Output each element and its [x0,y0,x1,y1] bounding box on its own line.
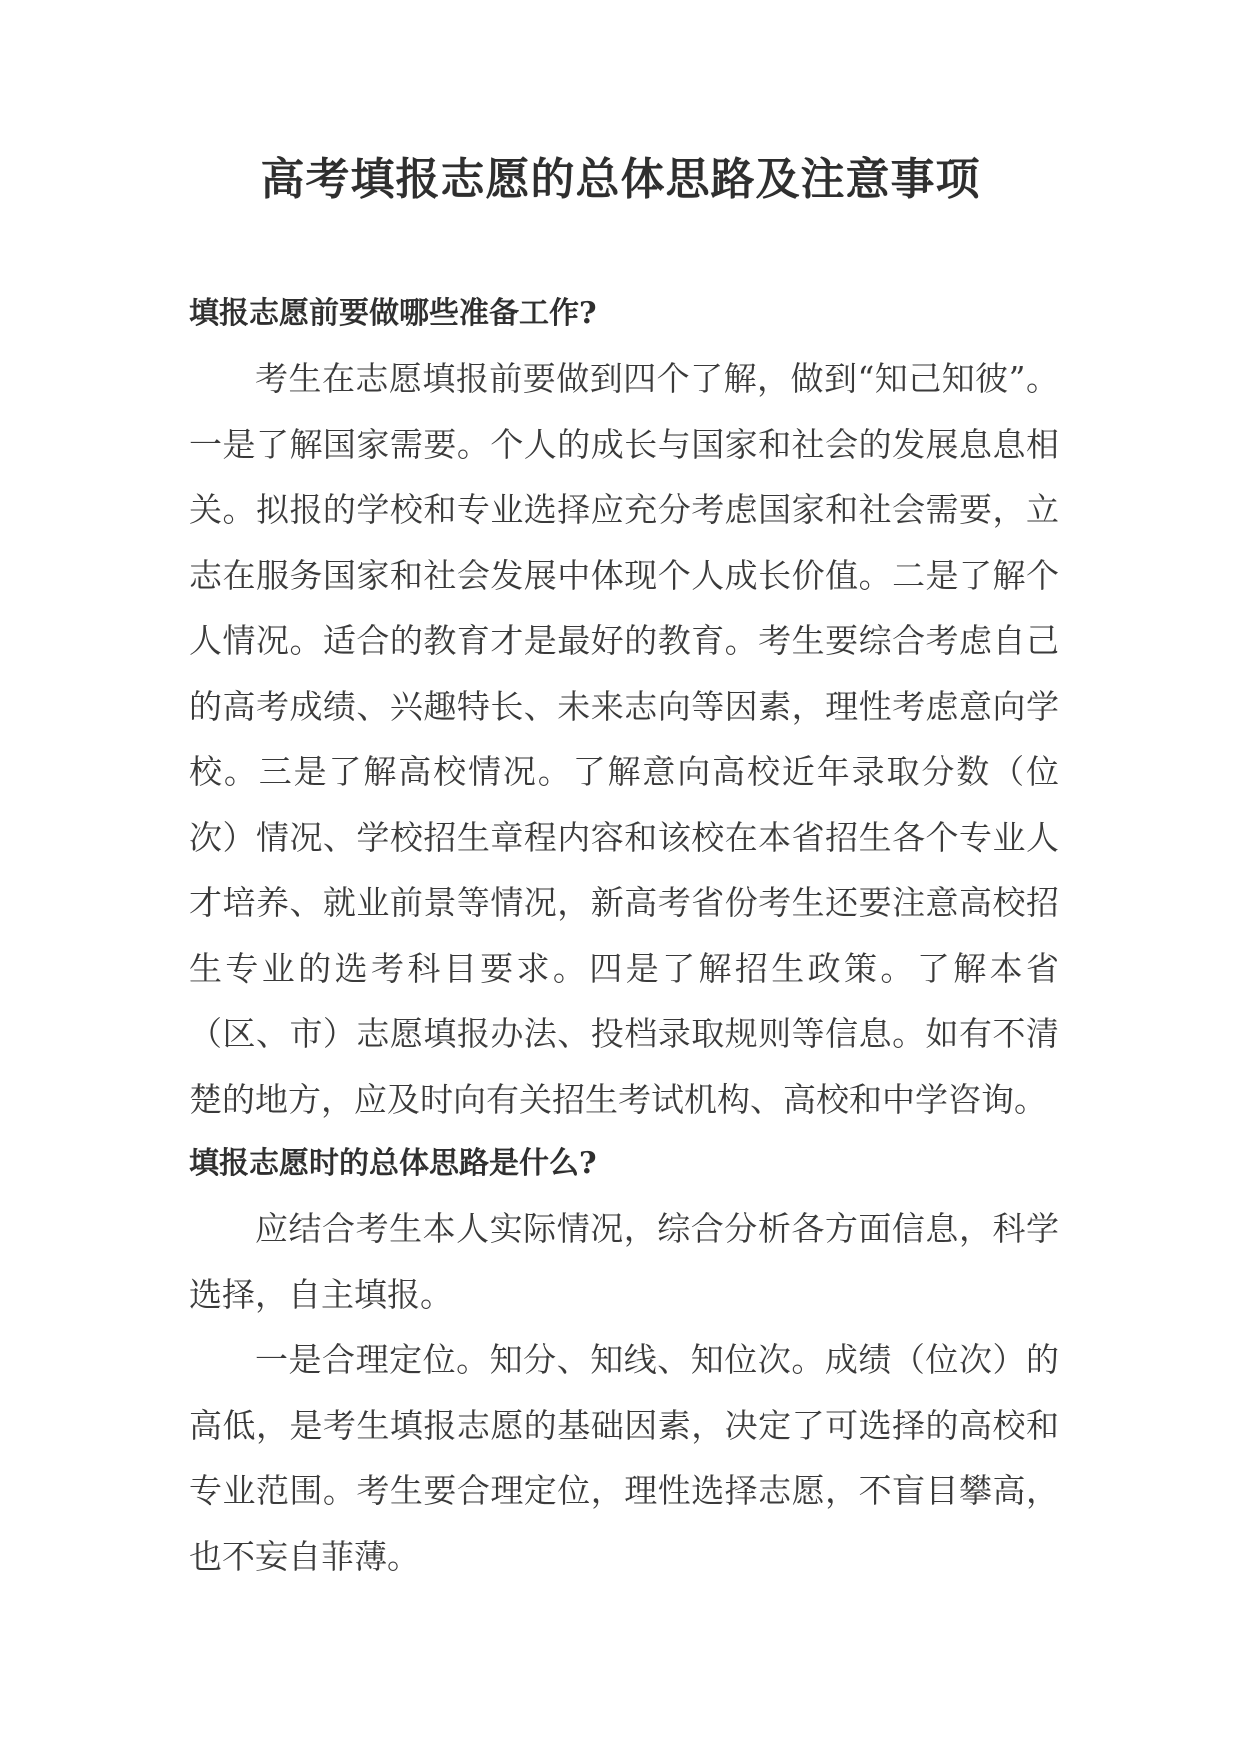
paragraph-preparation: 考生在志愿填报前要做到四个了解，做到“知己知彼”。一是了解国家需要。个人的成长与国家和社会的发展息息相关。拟报的学校和专业选择应充分考虑国家和社会需要，立志在服务国家和社会发展中体现个人成长价值。二是了解个人情况。适合的教育才是最好的教育。考生要综合考虑自己的高考成绩、兴趣特长、未来志向等因素，理性考虑意向学校。三是了解高校情况。了解意向高校近年录取分数（位次）情况、学校招生章程内容和该校在本省招生各个专业人才培养、就业前景等情况，新高考省份考生还要注意高校招生专业的选考科目要求。四是了解招生政策。了解本省（区、市）志愿填报办法、投档录取规则等信息。如有不清楚的地方，应及时向有关招生考试机构、高校和中学咨询。 [189,359,1059,1119]
section-heading-overall-approach: 填报志愿时的总体思路是什么? [189,1146,597,1181]
paragraph-approach-positioning: 一是合理定位。知分、知线、知位次。成绩（位次）的高低，是考生填报志愿的基础因素，决定了可选择的高校和专业范围。考生要合理定位，理性选择志愿，不盲目攀高，也不妄自菲薄。 [189,1340,1059,1576]
document-body [189,282,1059,1589]
section-heading-preparation: 填报志愿前要做哪些准备工作? [189,296,597,331]
paragraph-approach-intro: 应结合考生本人实际情况，综合分析各方面信息，科学选择，自主填报。 [189,1209,1059,1314]
document-title: 高考填报志愿的总体思路及注意事项 [260,154,981,205]
